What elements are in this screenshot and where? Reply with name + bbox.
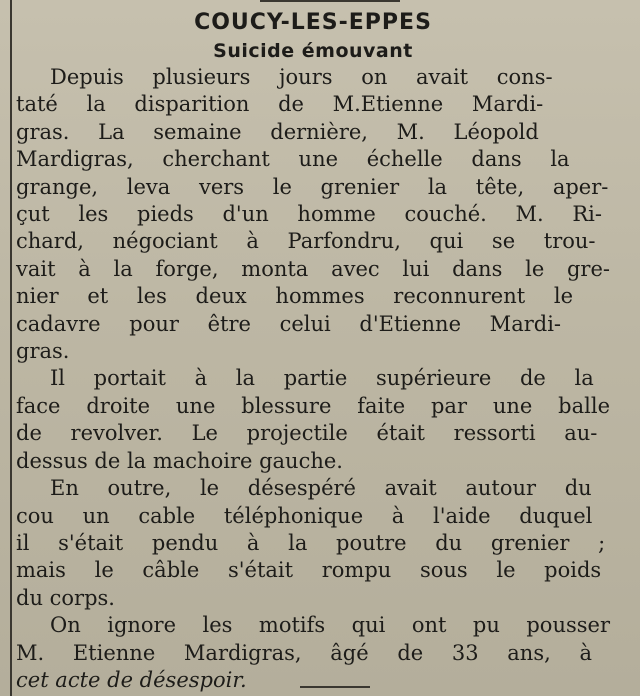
text-line: M. Etienne Mardigras, âgé de 33 ans, à: [16, 640, 592, 665]
text-line: taté la disparition de M.Etienne Mardi-: [16, 92, 544, 117]
article: [16, 8, 610, 694]
paragraph-4: [16, 612, 610, 694]
paragraph-2: [16, 365, 610, 475]
headline: COUCY-LES-EPPES: [194, 10, 432, 35]
text-line: Mardigras, cherchant une échelle dans la: [16, 147, 570, 172]
header-rule: [260, 0, 400, 2]
text-line: cou un cable téléphonique à l'aide duquel: [16, 503, 593, 528]
text-line: il s'était pendu à la poutre du grenier ;: [16, 530, 606, 555]
text-line-italic: cet acte de désespoir.: [16, 667, 247, 692]
text-line: face droite une blessure faite par une balle: [16, 393, 610, 418]
text-line: çut les pieds d'un homme couché. M. Ri-: [16, 202, 602, 227]
paragraph-3: [16, 475, 610, 612]
text-line: nier et les deux hommes reconnurent le: [16, 284, 574, 309]
text-line: cadavre pour être celui d'Etienne Mardi-: [16, 311, 562, 336]
text-line: grange, leva vers le grenier la tête, aper-: [16, 174, 609, 199]
text-line: de revolver. Le projectile était ressorti au-: [16, 421, 598, 446]
text-line: dessus de la machoire gauche.: [16, 448, 343, 473]
text-line: gras.: [16, 339, 70, 364]
text-line: vait à la forge, monta avec lui dans le gre-: [16, 256, 610, 281]
subheadline: Suicide émouvant: [213, 40, 413, 62]
text-line: En outre, le désespéré avait autour du: [50, 476, 592, 501]
text-line: Depuis plusieurs jours on avait cons-: [50, 65, 553, 89]
text-line: mais le câble s'était rompu sous le poids: [16, 558, 602, 583]
text-line: On ignore les motifs qui ont pu pousser: [50, 613, 610, 638]
paragraph-1: [16, 64, 610, 365]
text-line: chard, négociant à Parfondru, qui se trou-: [16, 229, 596, 254]
column-rule: [10, 0, 12, 696]
text-line: gras. La semaine dernière, M. Léopold: [16, 119, 539, 144]
text-line: du corps.: [16, 585, 115, 610]
text-line: Il portait à la partie supérieure de la: [50, 366, 594, 391]
